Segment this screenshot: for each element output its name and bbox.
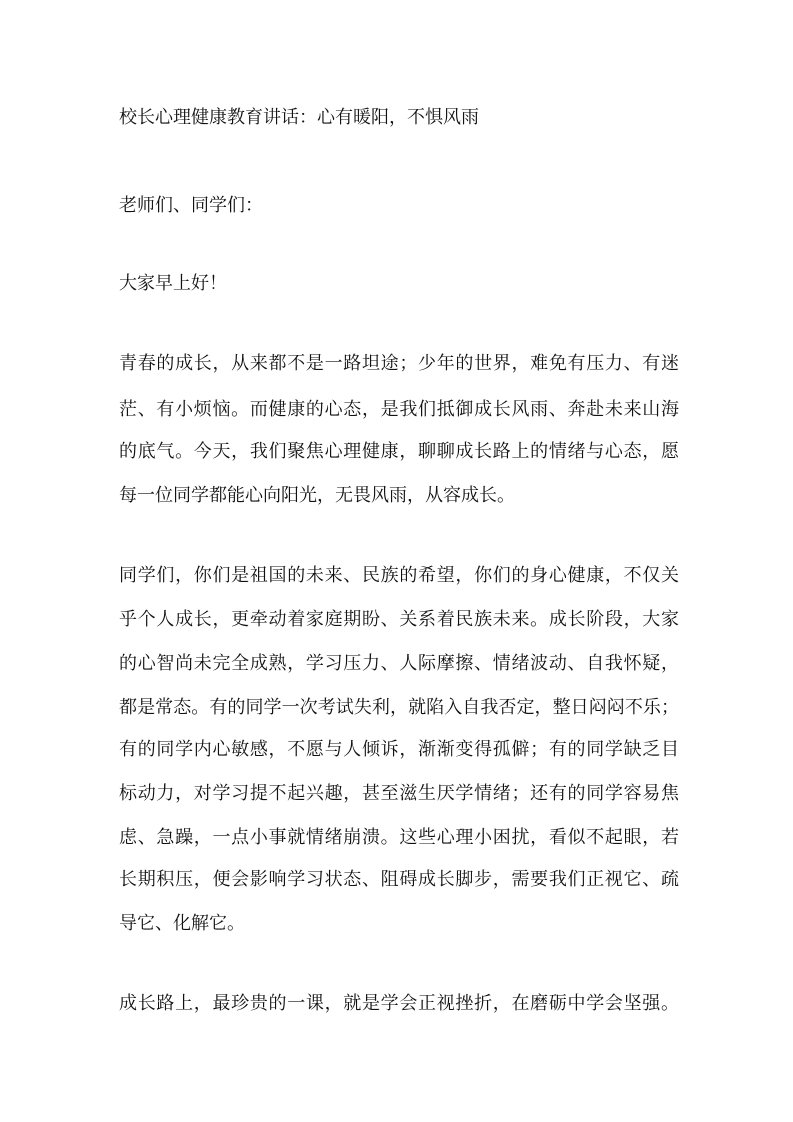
paragraph-1-line-1: 青春的成长，从来都不是一路坦途；少年的世界，难免有压力、有迷: [119, 353, 679, 374]
greeting: 大家早上好！: [119, 273, 227, 294]
paragraph-2-line-6: 标动力，对学习提不起兴趣，甚至滋生厌学情绪；还有的同学容易焦: [119, 783, 679, 804]
paragraph-2-line-3: 的心智尚未完全成熟，学习压力、人际摩擦、情绪波动、自我怀疑，: [119, 653, 679, 674]
paragraph-2-line-5: 有的同学内心敏感，不愿与人倾诉，渐渐变得孤僻；有的同学缺乏目: [119, 739, 679, 760]
paragraph-2-line-7: 虑、急躁，一点小事就情绪崩溃。这些心理小困扰，看似不起眼，若: [119, 827, 679, 848]
salutation: 老师们、同学们：: [119, 195, 263, 216]
document-title: 校长心理健康教育讲话：心有暖阳，不惧风雨: [119, 107, 479, 128]
paragraph-3-line-1: 成长路上，最珍贵的一课，就是学会正视挫折，在磨砺中学会坚强。: [119, 993, 679, 1014]
paragraph-2-line-4: 都是常态。有的同学一次考试失利，就陷入自我否定，整日闷闷不乐；: [119, 697, 679, 718]
paragraph-1-line-4: 每一位同学都能心向阳光，无畏风雨，从容成长。: [119, 485, 515, 506]
paragraph-2-line-8: 长期积压，便会影响学习状态、阻碍成长脚步，需要我们正视它、疏: [119, 869, 679, 890]
paragraph-1-line-3: 的底气。今天，我们聚焦心理健康，聊聊成长路上的情绪与心态，愿: [119, 441, 679, 462]
paragraph-2-line-9: 导它、化解它。: [119, 913, 245, 934]
paragraph-2-line-1: 同学们，你们是祖国的未来、民族的希望，你们的身心健康，不仅关: [119, 565, 679, 586]
paragraph-1-line-2: 茫、有小烦恼。而健康的心态，是我们抵御成长风雨、奔赴未来山海: [119, 399, 679, 420]
paragraph-2-line-2: 乎个人成长，更牵动着家庭期盼、关系着民族未来。成长阶段，大家: [119, 609, 679, 630]
